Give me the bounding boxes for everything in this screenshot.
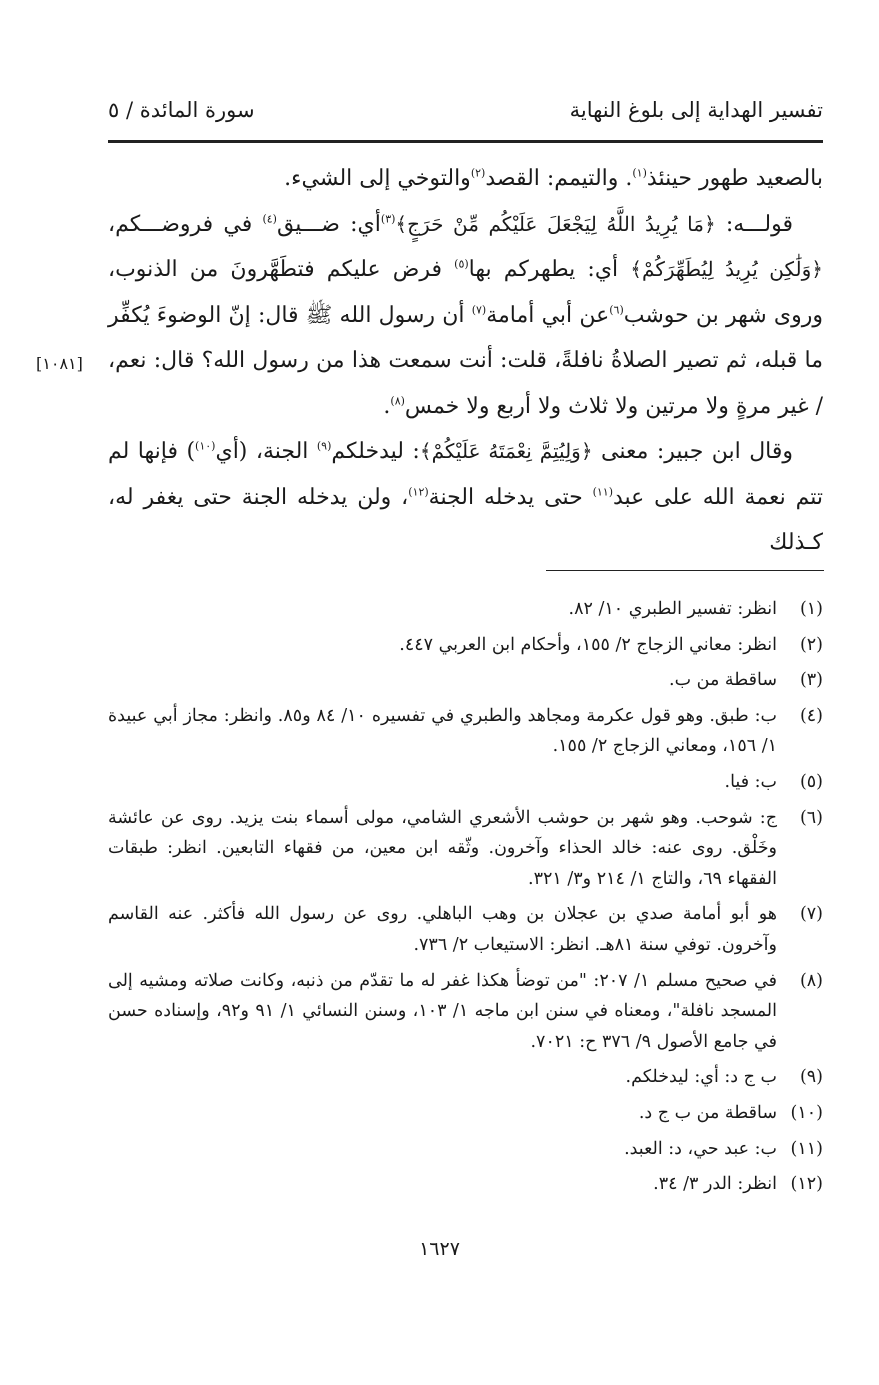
footnote: [108, 701, 823, 762]
footnote-text: انظر: معاني الزجاج ٢/ ١٥٥، وأحكام ابن العربي ٤٤٧.: [399, 634, 777, 655]
footnote-ref: (٤): [262, 212, 277, 226]
text-run: قولـــه:: [715, 211, 794, 237]
footnote-text: ب ج د: أي: ليدخلكم.: [625, 1067, 777, 1088]
footnote-ref: (٨): [390, 394, 405, 408]
footnote-number: (٣): [799, 670, 823, 691]
footnote-number: (٨): [799, 970, 823, 991]
footnote: [108, 1062, 823, 1093]
footnote-text: ب: فيا.: [724, 771, 777, 792]
text-run: بالصعيد طهور حينئذ: [646, 166, 823, 191]
footnote-ref: (٢): [470, 166, 486, 180]
footnote: [108, 1169, 823, 1200]
footnote: [108, 665, 823, 696]
text-run: .: [383, 393, 391, 419]
footnote: [108, 594, 823, 625]
page-number: ١٦٢٧: [419, 1238, 460, 1260]
paragraph-2: [108, 202, 823, 430]
footnote-text: ساقطة من ب.: [669, 670, 777, 691]
footnote-number: (٧): [799, 904, 823, 925]
surah-label: سورة المائدة / ٥: [108, 98, 255, 122]
quran-quote: ﴿وَلِيُتِمَّ نِعْمَتَهُ عَلَيْكُمْ﴾: [419, 439, 593, 463]
footnote-number: (١١): [790, 1138, 823, 1159]
footnote-ref: (٦): [609, 303, 624, 317]
footnote: [108, 1098, 823, 1129]
footnote-ref: (٩): [316, 439, 332, 453]
text-run: : ليدخلكم: [331, 439, 420, 464]
text-run: فرض عليكم فتطَهَّرونَ من الذنوب، وروى شهر بن حوشب: [108, 257, 823, 328]
main-text: [108, 156, 823, 566]
footnote-text: ب: طبق. وهو قول عكرمة ومجاهد والطبري في تفسيره ١٠/ ٨٤ و٨٥. وانظر: مجاز أبي عبيدة ١/ ١٥٦، ومعاني الزجاج ٢/ ١٥٥.: [108, 705, 778, 757]
quran-quote: ﴿مَا يُرِيدُ اللَّهُ لِيَجْعَلَ عَلَيْكُم مِّنْ حَرَجٍ﴾: [395, 211, 716, 236]
paragraph-1: [108, 156, 823, 202]
text-run: وقال ابن جبير: معنى: [592, 439, 794, 464]
footnote-ref: (٧): [471, 303, 487, 317]
footnote-ref: (١٢): [408, 485, 429, 499]
footnote-text: انظر: الدر ٣/ ٣٤.: [653, 1174, 777, 1195]
text-run: أن رسول الله ﷺ قال: إنّ الوضوءَ يُكفِّر ما قبله، ثم تصير الصلاةُ نافلةً، قلت: أنت سمعت هذا من رسول الله؟ قال: نعم، / غير مرةٍ ولا مرتين ولا ثلاث ولا أربع ولا خمس: [108, 302, 823, 419]
footnote-number: (٢): [799, 634, 823, 655]
footnote-ref: (١١): [592, 485, 613, 499]
footnotes: [108, 594, 823, 1205]
footnote-ref: (١): [632, 166, 647, 180]
footnote: [108, 803, 823, 895]
quran-quote: ﴿وَلَٰكِن يُرِيدُ لِيُطَهِّرَكُمْ﴾: [630, 257, 824, 281]
text-run: . والتيمم: القصد: [485, 166, 633, 191]
footnote-number: (١): [799, 599, 823, 619]
text-run: ، ولن يدخله الجنة حتى يغفر له، كـذلك: [108, 484, 823, 555]
paragraph-3: [108, 429, 823, 566]
footnote: [108, 899, 823, 960]
manuscript-folio-marker: [١٠٨١]: [36, 354, 83, 373]
footnote-number: (٦): [799, 807, 823, 828]
text-run: أي: ضـــيق: [276, 211, 381, 237]
footnote: [108, 767, 823, 798]
footnote-text: ب: عبد حي، د: العبد.: [624, 1138, 777, 1159]
footnote-number: (٥): [799, 771, 823, 792]
text-run: ) فإنها لم تتم نعمة الله على عبد: [108, 439, 823, 510]
footnote-ref: (٣): [380, 212, 396, 226]
text-run: أي: يطهركم بها: [468, 257, 631, 282]
footnote-number: (٩): [799, 1067, 823, 1088]
text-run: والتوخي إلى الشيء.: [284, 166, 471, 191]
footnote-ref: (٥): [454, 257, 469, 271]
footnote-text: ج: شوحب. وهو شهر بن حوشب الأشعري الشامي، مولى أسماء بنت يزيد. روى عن عائشة وخَلْق. روى عنه: خالد الحذاء وآخرون. وثّقه ابن معين، من فقهاء التابعين. انظر: طبقات الفقهاء ٦٩، والتاج ١/ ٢١٤ و٣/ ٣٢١.: [108, 807, 777, 889]
text-run: الجنة، (أي: [215, 439, 317, 464]
footnote: [108, 1134, 823, 1165]
text-run: عن أبي أمامة: [486, 302, 610, 328]
header-divider: [108, 140, 823, 143]
footnote-number: (١٠): [790, 1102, 823, 1123]
footnote-text: هو أبو أمامة صدي بن عجلان بن وهب الباهلي. روى عن رسول الله فأكثر. عنه القاسم وآخرون. توفي سنة ٨١هـ. انظر: الاستيعاب ٢/ ٧٣٦.: [108, 904, 777, 955]
footnote: [108, 966, 823, 1058]
text-run: حتى يدخله الجنة: [428, 484, 593, 510]
footnote-text: انظر: تفسير الطبري ١٠/ ٨٢.: [568, 599, 777, 619]
footnote: [108, 630, 823, 661]
footnote-text: ساقطة من ب ج د.: [638, 1102, 777, 1123]
text-run: في فروضـــكم،: [108, 211, 263, 237]
footnote-ref: (١٠): [195, 439, 216, 453]
footnote-number: (٤): [799, 705, 823, 726]
running-header: [108, 98, 823, 134]
footnote-divider: [546, 570, 824, 571]
book-title: تفسير الهداية إلى بلوغ النهاية: [569, 98, 823, 122]
footnote-text: في صحيح مسلم ١/ ٢٠٧: "من توضأ هكذا غفر له ما تقدّم من ذنبه، وكانت صلاته ومشيه إلى المسجد نافلة"، ومعناه في سنن ابن ماجه ١/ ١٠٣، وسنن النسائي ١/ ٩١ و٩٢، وإسناده حسن في جامع الأصول ٩/ ٣٧٦ ح: ٧٠٢١.: [108, 970, 778, 1052]
footnote-number: (١٢): [790, 1174, 823, 1195]
